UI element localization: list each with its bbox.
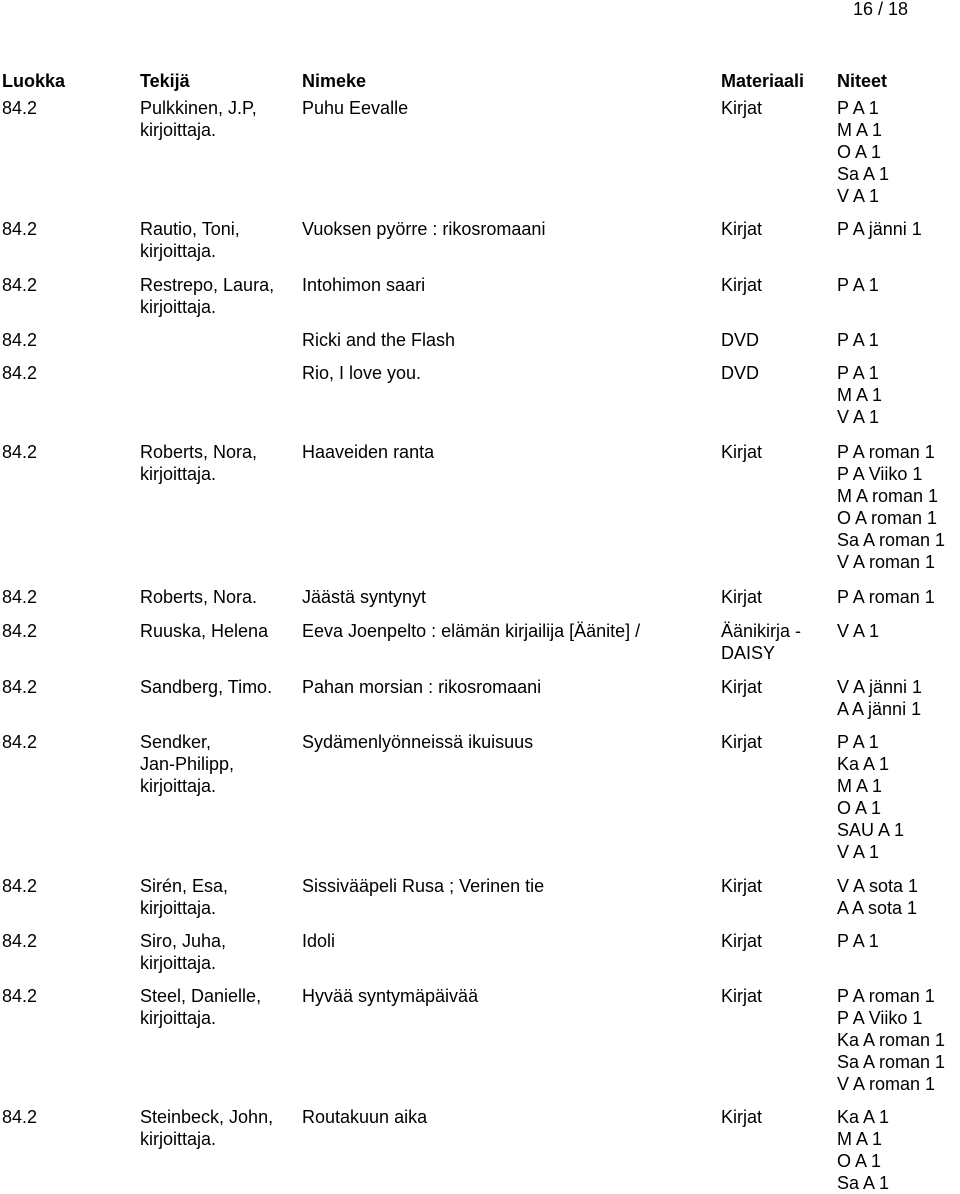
luokka-cell-text: 84.2 — [2, 1107, 38, 1127]
materiaali-cell — [721, 329, 759, 351]
materiaali-cell — [721, 97, 762, 119]
nimeke-cell-text: Puhu Eevalle — [302, 98, 409, 118]
tekija-cell — [140, 274, 274, 318]
luokka-cell — [2, 985, 37, 1007]
tekija-cell — [140, 441, 257, 485]
niteet-cell-line: O A 1 — [837, 142, 882, 162]
materiaali-cell-line: Kirjat — [721, 98, 763, 118]
niteet-cell — [837, 329, 879, 351]
column-header-niteet: Niteet — [837, 71, 888, 91]
luokka-cell — [2, 875, 37, 897]
tekija-cell-line: kirjoittaja. — [140, 776, 217, 796]
niteet-cell-line: V A jänni 1 — [837, 677, 923, 697]
luokka-cell-text: 84.2 — [2, 275, 38, 295]
niteet-cell — [837, 676, 922, 720]
niteet-cell — [837, 586, 935, 608]
tekija-cell — [140, 586, 257, 608]
niteet-cell-line: V A 1 — [837, 186, 880, 206]
materiaali-cell-line: DVD — [721, 363, 760, 383]
tekija-cell — [140, 930, 226, 974]
niteet-cell-line: P A roman 1 — [837, 587, 935, 607]
materiaali-cell-line: Kirjat — [721, 1107, 763, 1127]
nimeke-cell — [302, 930, 335, 952]
niteet-cell-line: O A 1 — [837, 798, 882, 818]
nimeke-cell-text: Sydämenlyönneissä ikuisuus — [302, 732, 534, 752]
materiaali-cell — [721, 985, 762, 1007]
materiaali-cell-line: Kirjat — [721, 677, 763, 697]
tekija-cell-line: kirjoittaja. — [140, 241, 217, 261]
nimeke-cell-text: Sissivääpeli Rusa ; Verinen tie — [302, 876, 545, 896]
nimeke-cell-text: Idoli — [302, 931, 336, 951]
nimeke-cell-text: Pahan morsian : rikosromaani — [302, 677, 542, 697]
nimeke-cell — [302, 362, 421, 384]
column-header-nimeke: Nimeke — [302, 71, 367, 91]
niteet-cell — [837, 620, 879, 642]
luokka-cell-text: 84.2 — [2, 330, 38, 350]
luokka-cell — [2, 218, 37, 240]
luokka-cell — [2, 731, 37, 753]
materiaali-cell-line: Kirjat — [721, 219, 763, 239]
nimeke-cell — [302, 875, 544, 897]
materiaali-cell — [721, 218, 762, 240]
niteet-cell-line: V A roman 1 — [837, 552, 936, 572]
luokka-cell-text: 84.2 — [2, 219, 38, 239]
luokka-cell-text: 84.2 — [2, 363, 38, 383]
materiaali-cell-line: Kirjat — [721, 275, 763, 295]
tekija-cell-line: Siro, Juha, — [140, 931, 227, 951]
tekija-cell-line: Sirén, Esa, — [140, 876, 229, 896]
luokka-cell-text: 84.2 — [2, 931, 38, 951]
materiaali-cell-line: Kirjat — [721, 876, 763, 896]
tekija-cell-line: kirjoittaja. — [140, 953, 217, 973]
materiaali-cell — [721, 362, 759, 384]
nimeke-cell-text: Routakuun aika — [302, 1107, 428, 1127]
materiaali-cell-line: Kirjat — [721, 587, 763, 607]
luokka-cell — [2, 930, 37, 952]
tekija-cell-line: kirjoittaja. — [140, 1129, 217, 1149]
niteet-cell — [837, 731, 904, 863]
materiaali-cell-line: DVD — [721, 330, 760, 350]
nimeke-cell — [302, 1106, 427, 1128]
niteet-cell-line: A A jänni 1 — [837, 699, 922, 719]
niteet-cell-line: A A sota 1 — [837, 898, 918, 918]
niteet-cell — [837, 1106, 889, 1194]
luokka-cell — [2, 676, 37, 698]
nimeke-cell — [302, 441, 434, 463]
niteet-cell-line: SAU A 1 — [837, 820, 905, 840]
nimeke-cell — [302, 676, 541, 698]
nimeke-cell-text: Jäästä syntynyt — [302, 587, 427, 607]
luokka-cell — [2, 586, 37, 608]
nimeke-cell — [302, 586, 426, 608]
materiaali-cell-line: Äänikirja - — [721, 621, 802, 641]
materiaali-cell — [721, 676, 762, 698]
column-header-tekija: Tekijä — [140, 71, 190, 91]
luokka-cell-text: 84.2 — [2, 677, 38, 697]
tekija-cell-line: Roberts, Nora, — [140, 442, 258, 462]
niteet-cell-line: V A 1 — [837, 621, 880, 641]
niteet-cell — [837, 97, 889, 207]
luokka-cell-text: 84.2 — [2, 621, 38, 641]
niteet-cell-line: P A Viiko 1 — [837, 1008, 923, 1028]
tekija-cell — [140, 676, 272, 698]
luokka-cell — [2, 620, 37, 642]
luokka-cell-text: 84.2 — [2, 98, 38, 118]
tekija-cell-line: Sandberg, Timo. — [140, 677, 273, 697]
tekija-cell-line: Jan-Philipp, — [140, 754, 235, 774]
nimeke-cell — [302, 274, 425, 296]
nimeke-cell — [302, 97, 408, 119]
nimeke-cell — [302, 620, 640, 642]
niteet-cell-line: P A jänni 1 — [837, 219, 922, 239]
niteet-cell-line: Ka A 1 — [837, 754, 890, 774]
niteet-cell-line: Sa A roman 1 — [837, 1052, 946, 1072]
luokka-cell — [2, 97, 37, 119]
nimeke-cell-text: Ricki and the Flash — [302, 330, 456, 350]
tekija-cell — [140, 97, 257, 141]
materiaali-cell — [721, 441, 762, 463]
luokka-cell-text: 84.2 — [2, 732, 38, 752]
materiaali-cell — [721, 586, 762, 608]
tekija-cell — [140, 875, 228, 919]
niteet-cell-line: P A Viiko 1 — [837, 464, 923, 484]
materiaali-cell — [721, 620, 801, 664]
tekija-cell — [140, 218, 240, 262]
luokka-cell-text: 84.2 — [2, 986, 38, 1006]
nimeke-cell — [302, 218, 545, 240]
tekija-cell-line: kirjoittaja. — [140, 464, 217, 484]
materiaali-cell-line: DAISY — [721, 643, 776, 663]
tekija-cell — [140, 1106, 273, 1150]
nimeke-cell-text: Rio, I love you. — [302, 363, 422, 383]
niteet-cell-line: M A 1 — [837, 385, 883, 405]
tekija-cell-line: Rautio, Toni, — [140, 219, 240, 239]
nimeke-cell — [302, 329, 455, 351]
niteet-cell-line: O A 1 — [837, 1151, 882, 1171]
niteet-cell-line: Sa A 1 — [837, 164, 890, 184]
tekija-cell-line: Restrepo, Laura, — [140, 275, 275, 295]
tekija-cell-line: Steel, Danielle, — [140, 986, 262, 1006]
tekija-cell — [140, 620, 268, 642]
niteet-cell — [837, 875, 918, 919]
tekija-cell-line: kirjoittaja. — [140, 120, 217, 140]
niteet-cell-line: P A 1 — [837, 732, 879, 752]
tekija-cell-line: kirjoittaja. — [140, 1008, 217, 1028]
niteet-cell — [837, 985, 945, 1095]
materiaali-cell — [721, 1106, 762, 1128]
nimeke-cell — [302, 985, 478, 1007]
luokka-cell — [2, 362, 37, 384]
materiaali-cell — [721, 274, 762, 296]
nimeke-cell-text: Intohimon saari — [302, 275, 426, 295]
tekija-cell-line: kirjoittaja. — [140, 297, 217, 317]
niteet-cell-line: P A 1 — [837, 931, 879, 951]
tekija-cell-line: Ruuska, Helena — [140, 621, 269, 641]
luokka-cell-text: 84.2 — [2, 876, 38, 896]
materiaali-cell-line: Kirjat — [721, 931, 763, 951]
tekija-cell-line: kirjoittaja. — [140, 898, 217, 918]
niteet-cell-line: O A roman 1 — [837, 508, 938, 528]
niteet-cell-line: V A sota 1 — [837, 876, 919, 896]
niteet-cell-line: V A roman 1 — [837, 1074, 936, 1094]
materiaali-cell-line: Kirjat — [721, 986, 763, 1006]
materiaali-cell — [721, 731, 762, 753]
niteet-cell-line: Sa A 1 — [837, 1173, 890, 1193]
niteet-cell-line: P A roman 1 — [837, 442, 935, 462]
tekija-cell — [140, 985, 261, 1029]
niteet-cell-line: Ka A 1 — [837, 1107, 890, 1127]
nimeke-cell-text: Eeva Joenpelto : elämän kirjailija [Äänite] / — [302, 621, 641, 641]
column-header-materiaali: Materiaali — [721, 71, 805, 91]
tekija-cell — [140, 731, 234, 797]
niteet-cell-line: P A roman 1 — [837, 986, 935, 1006]
materiaali-cell-line: Kirjat — [721, 442, 763, 462]
luokka-cell — [2, 329, 37, 351]
luokka-cell-text: 84.2 — [2, 587, 38, 607]
luokka-cell — [2, 1106, 37, 1128]
nimeke-cell-text: Vuoksen pyörre : rikosromaani — [302, 219, 546, 239]
niteet-cell-line: P A 1 — [837, 275, 879, 295]
luokka-cell — [2, 441, 37, 463]
tekija-cell-line: Steinbeck, John, — [140, 1107, 274, 1127]
niteet-cell — [837, 930, 879, 952]
niteet-cell-line: V A 1 — [837, 842, 880, 862]
nimeke-cell-text: Hyvää syntymäpäivää — [302, 986, 479, 1006]
materiaali-cell-line: Kirjat — [721, 732, 763, 752]
luokka-cell — [2, 274, 37, 296]
luokka-cell-text: 84.2 — [2, 442, 38, 462]
niteet-cell-line: P A 1 — [837, 330, 879, 350]
niteet-cell-line: P A 1 — [837, 98, 879, 118]
nimeke-cell-text: Haaveiden ranta — [302, 442, 435, 462]
materiaali-cell — [721, 875, 762, 897]
niteet-cell — [837, 274, 879, 296]
tekija-cell-line: Roberts, Nora. — [140, 587, 258, 607]
nimeke-cell — [302, 731, 533, 753]
tekija-cell-line: Pulkkinen, J.P, — [140, 98, 257, 118]
niteet-cell — [837, 218, 922, 240]
niteet-cell-line: M A 1 — [837, 776, 883, 796]
tekija-cell-line: Sendker, — [140, 732, 212, 752]
niteet-cell-line: Sa A roman 1 — [837, 530, 946, 550]
niteet-cell — [837, 362, 882, 428]
niteet-cell-line: M A roman 1 — [837, 486, 939, 506]
page-number: 16 / 18 — [852, 0, 908, 19]
niteet-cell-line: M A 1 — [837, 1129, 883, 1149]
niteet-cell-line: Ka A roman 1 — [837, 1030, 946, 1050]
niteet-cell-line: V A 1 — [837, 407, 880, 427]
niteet-cell — [837, 441, 945, 573]
column-header-luokka: Luokka — [2, 71, 66, 91]
niteet-cell-line: M A 1 — [837, 120, 883, 140]
materiaali-cell — [721, 930, 762, 952]
niteet-cell-line: P A 1 — [837, 363, 879, 383]
